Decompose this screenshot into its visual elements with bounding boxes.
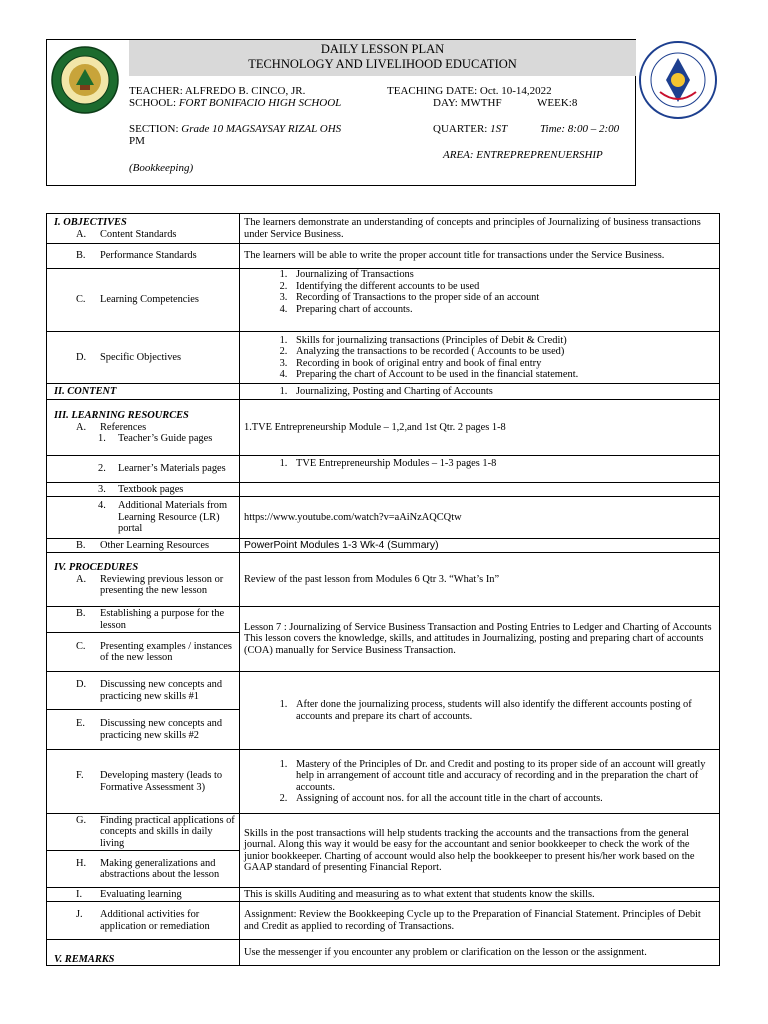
section-value: Grade 10 MAGSAYSAY RIZAL OHS	[181, 123, 342, 135]
references-label: References	[100, 421, 147, 433]
procedure-a-label: Reviewing previous lesson or presenting the new lesson	[100, 573, 224, 597]
procedure-bc-value: Lesson 7 : Journalizing of Service Business Transaction and Posting Entries to Ledger and Charting of Accounts This lesson covers the knowledge, skills, and attitudes in Journalizing, posting and preparing chart of accounts (COA) manually for Service Business Transaction.	[240, 607, 720, 672]
bookkeeping-label: (Bookkeeping)	[129, 162, 194, 174]
section-value-cont: PM	[129, 135, 145, 147]
table-row: D. Specific Objectives 1. Skills for journalizing transactions (Principles of Debit & Credit) 2. Analyzing the transactions to be recorded ( Accounts to be used) 3. Recording in book of original entry and book of final entry 4. Preparing the chart of Account to be used in the financial statement.	[47, 332, 720, 384]
school-value: FORT BONIFACIO HIGH SCHOOL	[178, 97, 342, 109]
procedure-e-label: Discussing new concepts and practicing new skills #2	[100, 718, 223, 741]
list-item: 3. Recording in book of original entry and book of final entry	[290, 358, 716, 370]
procedure-f-label: Developing mastery (leads to Formative Assessment 3)	[100, 770, 223, 793]
table-row: C. Presenting examples / instances of the new lesson	[47, 633, 720, 672]
list-item: 3. Recording of Transactions to the proper side of an account	[290, 292, 716, 304]
deped-seal-logo	[638, 40, 718, 120]
teacher-field: TEACHER: ALFREDO B. CINCO, JR.	[129, 85, 306, 97]
procedure-i-label: Evaluating learning	[100, 888, 182, 900]
specific-objectives-label: Specific Objectives	[100, 351, 182, 363]
procedure-g-label: Finding practical applications of concepts and skills in daily living	[100, 814, 235, 849]
title-band	[129, 40, 636, 76]
teachers-guide-value: 1.TVE Entrepreneurship Module – 1,2,and 1st Qtr. 2 pages 1-8	[240, 400, 720, 456]
table-row	[47, 940, 720, 966]
table-row: I. OBJECTIVES A. Content Standards The learners demonstrate an understanding of concepts and principles of Journalizing of business transactions under Service Business.	[47, 214, 720, 244]
content-heading: II. CONTENT	[47, 384, 240, 400]
textbook-pages-value	[240, 483, 720, 497]
area-field: AREA: ENTREPREPRENUERSHIP	[443, 149, 603, 161]
table-row: H. Making generalizations and abstractions about the lesson	[47, 851, 720, 888]
table-row	[47, 384, 720, 400]
additional-materials-link[interactable]: https://www.youtube.com/watch?v=aAiNzAQCQtw	[240, 497, 720, 539]
day-field: DAY: MWTHF	[433, 97, 502, 109]
remarks-heading: V. REMARKS	[47, 940, 240, 966]
performance-standards-value: The learners will be able to write the proper account title for transactions under the Service Business.	[240, 244, 720, 269]
procedure-a-value: Review of the past lesson from Modules 6 Qtr 3. “What’s In”	[240, 553, 720, 607]
procedure-j-label: Additional activities for application or remediation	[100, 909, 210, 932]
learning-competencies-label: Learning Competencies	[100, 294, 199, 306]
remarks-value: Use the messenger if you encounter any problem or clarification on the lesson or the assignment.	[240, 940, 720, 966]
procedure-i-value: This is skills Auditing and measuring as to what extent that students know the skills.	[240, 888, 720, 902]
section-field: SECTION: Grade 10 MAGSAYSAY RIZAL OHS	[129, 123, 342, 135]
table-row: IV. PROCEDURES A. Reviewing previous lesson or presenting the new lesson Review of the past lesson from Modules 6 Qtr 3. “What’s In”	[47, 553, 720, 607]
lesson-plan-header	[46, 39, 636, 186]
procedure-gh-value: Skills in the post transactions will help students tracking the accounts and the transactions from the general journal. Along this way it would be easy for the accountant and senior bookkeeper to check the work of the junior bookkeeper. Charting of account would also help the bookkeeper to present his/her work based on the GAAP standard of presenting Financial Report.	[240, 814, 720, 888]
list-item: 4. Preparing the chart of Account to be used in the financial statement.	[290, 369, 716, 381]
learning-competencies-list	[244, 269, 716, 315]
objectives-heading: I. OBJECTIVES	[54, 217, 127, 228]
procedure-j-value: Assignment: Review the Bookkeeping Cycle up to the Preparation of Financial Statement. Principles of Debit and Credit as applied to recording of Transactions.	[240, 902, 720, 940]
school-field: SCHOOL: FORT BONIFACIO HIGH SCHOOL	[129, 97, 342, 109]
list-item: 1. After done the journalizing process, students will also identify the different accounts posting of accounts and prepare its chart of accounts.	[290, 699, 716, 722]
area-value: ENTREPREPRENUERSHIP	[476, 149, 603, 161]
list-item: 2. Assigning of account nos. for all the account title in the chart of accounts.	[290, 793, 716, 805]
time-field: Time: 8:00 – 2:00	[540, 123, 620, 135]
table-row: B. Performance Standards The learners will be able to write the proper account title for transactions under the Service Business.	[47, 244, 720, 269]
performance-standards-label: Performance Standards	[100, 250, 197, 262]
table-row: B. Establishing a purpose for the lesson Lesson 7 : Journalizing of Service Business Transaction and Posting Entries to Ledger and Charting of Accounts This lesson covers the knowledge, skills, and attitudes in Journalizing, posting and preparing chart of accounts (COA) manually for Service Business Transaction.	[47, 607, 720, 633]
table-row: 2. Learner’s Materials pages 1. TVE Entrepreneurship Modules – 1-3 pages 1-8	[47, 456, 720, 483]
procedure-c-label: Presenting examples / instances of the new lesson	[100, 640, 232, 663]
teachers-guide-label: Teacher’s Guide pages	[118, 433, 213, 445]
content-standards-value: The learners demonstrate an understanding of concepts and principles of Journalizing of business transactions under Service Business.	[240, 214, 720, 244]
other-learning-resources-value: PowerPoint Modules 1-3 Wk-4 (Summary)	[240, 539, 720, 553]
procedure-f-list	[244, 759, 716, 805]
procedure-d-label: Discussing new concepts and practicing new skills #1	[100, 679, 223, 702]
list-item: 1. TVE Entrepreneurship Modules – 1-3 pages 1-8	[290, 458, 716, 470]
other-learning-resources-label: Other Learning Resources	[100, 539, 210, 551]
table-row: G. Finding practical applications of concepts and skills in daily living Skills in the post transactions will help students tracking the accounts and the transactions from the general journal. Along this way it would be easy for the accountant and senior bookkeeper to check the work of the junior bookkeeper. Charting of account would also help the bookkeeper to present his/her work based on the GAAP standard of presenting Financial Report.	[47, 814, 720, 851]
table-row: J. Additional activities for application or remediation Assignment: Review the Bookkeeping Cycle up to the Preparation of Financial Statement. Principles of Debit and Credit as applied to recording of Transactions.	[47, 902, 720, 940]
list-item: 2. Analyzing the transactions to be recorded ( Accounts to be used)	[290, 346, 716, 358]
textbook-pages-label: Textbook pages	[118, 483, 184, 495]
list-item: 1. Skills for journalizing transactions (Principles of Debit & Credit)	[290, 335, 716, 347]
table-row: F. Developing mastery (leads to Formative Assessment 3) 1. Mastery of the Principles of Dr. and Credit and posting to its proper side of an account will greatly help in arrangement of account title and accuracy of recording and in the preparation the chart of accounts. 2. Assigning of account nos. for all the account title in the chart of accounts.	[47, 750, 720, 814]
table-row: E. Discussing new concepts and practicing new skills #2	[47, 710, 720, 750]
procedure-de-list	[244, 699, 716, 722]
learners-materials-list	[244, 458, 716, 470]
quarter-value: 1ST	[490, 123, 508, 135]
list-item: 1. Journalizing of Transactions	[290, 269, 716, 281]
list-item: 1. Journalizing, Posting and Charting of Accounts	[290, 386, 716, 398]
table-row: III. LEARNING RESOURCES A. References 1. Teacher’s Guide pages 1.TVE Entrepreneurship Module – 1,2,and 1st Qtr. 2 pages 1-8	[47, 400, 720, 456]
quarter-field: QUARTER: 1ST	[433, 123, 508, 135]
doc-subtitle: TECHNOLOGY AND LIVELIHOOD EDUCATION	[248, 57, 517, 71]
table-row: B. Other Learning Resources PowerPoint Modules 1-3 Wk-4 (Summary)	[47, 539, 720, 553]
learning-resources-heading: III. LEARNING RESOURCES	[54, 410, 189, 422]
table-row: 3. Textbook pages	[47, 483, 720, 497]
teaching-date-field: TEACHING DATE: Oct. 10-14,2022	[387, 85, 552, 97]
list-item: 4. Preparing chart of accounts.	[290, 304, 716, 316]
procedures-heading: IV. PROCEDURES	[54, 562, 139, 574]
lesson-plan-table	[46, 213, 720, 966]
table-row: 4. Additional Materials from Learning Resource (LR) portal https://www.youtube.com/watch?v=aAiNzAQCQtw	[47, 497, 720, 539]
list-item: 1. Mastery of the Principles of Dr. and Credit and posting to its proper side of an account will greatly help in arrangement of account title and accuracy of recording and in the preparation the chart of accounts.	[290, 759, 716, 794]
additional-materials-label: Additional Materials from Learning Resource (LR) portal	[118, 500, 228, 535]
doc-title: DAILY LESSON PLAN	[320, 42, 445, 56]
week-field: WEEK:8	[537, 97, 578, 109]
table-row: I. Evaluating learning This is skills Auditing and measuring as to what extent that students know the skills.	[47, 888, 720, 902]
table-row: D. Discussing new concepts and practicing new skills #1 1. After done the journalizing process, students will also identify the different accounts posting of accounts and prepare its chart of accounts.	[47, 672, 720, 710]
learners-materials-label: Learner’s Materials pages	[118, 463, 226, 475]
table-row: C. Learning Competencies 1. Journalizing of Transactions 2. Identifying the different accounts to be used 3. Recording of Transactions to the proper side of an account 4. Preparing chart of accounts.	[47, 269, 720, 332]
list-item: 2. Identifying the different accounts to be used	[290, 281, 716, 293]
procedure-b-label: Establishing a purpose for the lesson	[100, 608, 225, 631]
content-standards-label: Content Standards	[100, 228, 177, 240]
specific-objectives-list	[244, 335, 716, 381]
content-list	[244, 386, 716, 398]
procedure-h-label: Making generalizations and abstractions about the lesson	[100, 857, 220, 880]
school-seal-logo	[50, 45, 120, 115]
